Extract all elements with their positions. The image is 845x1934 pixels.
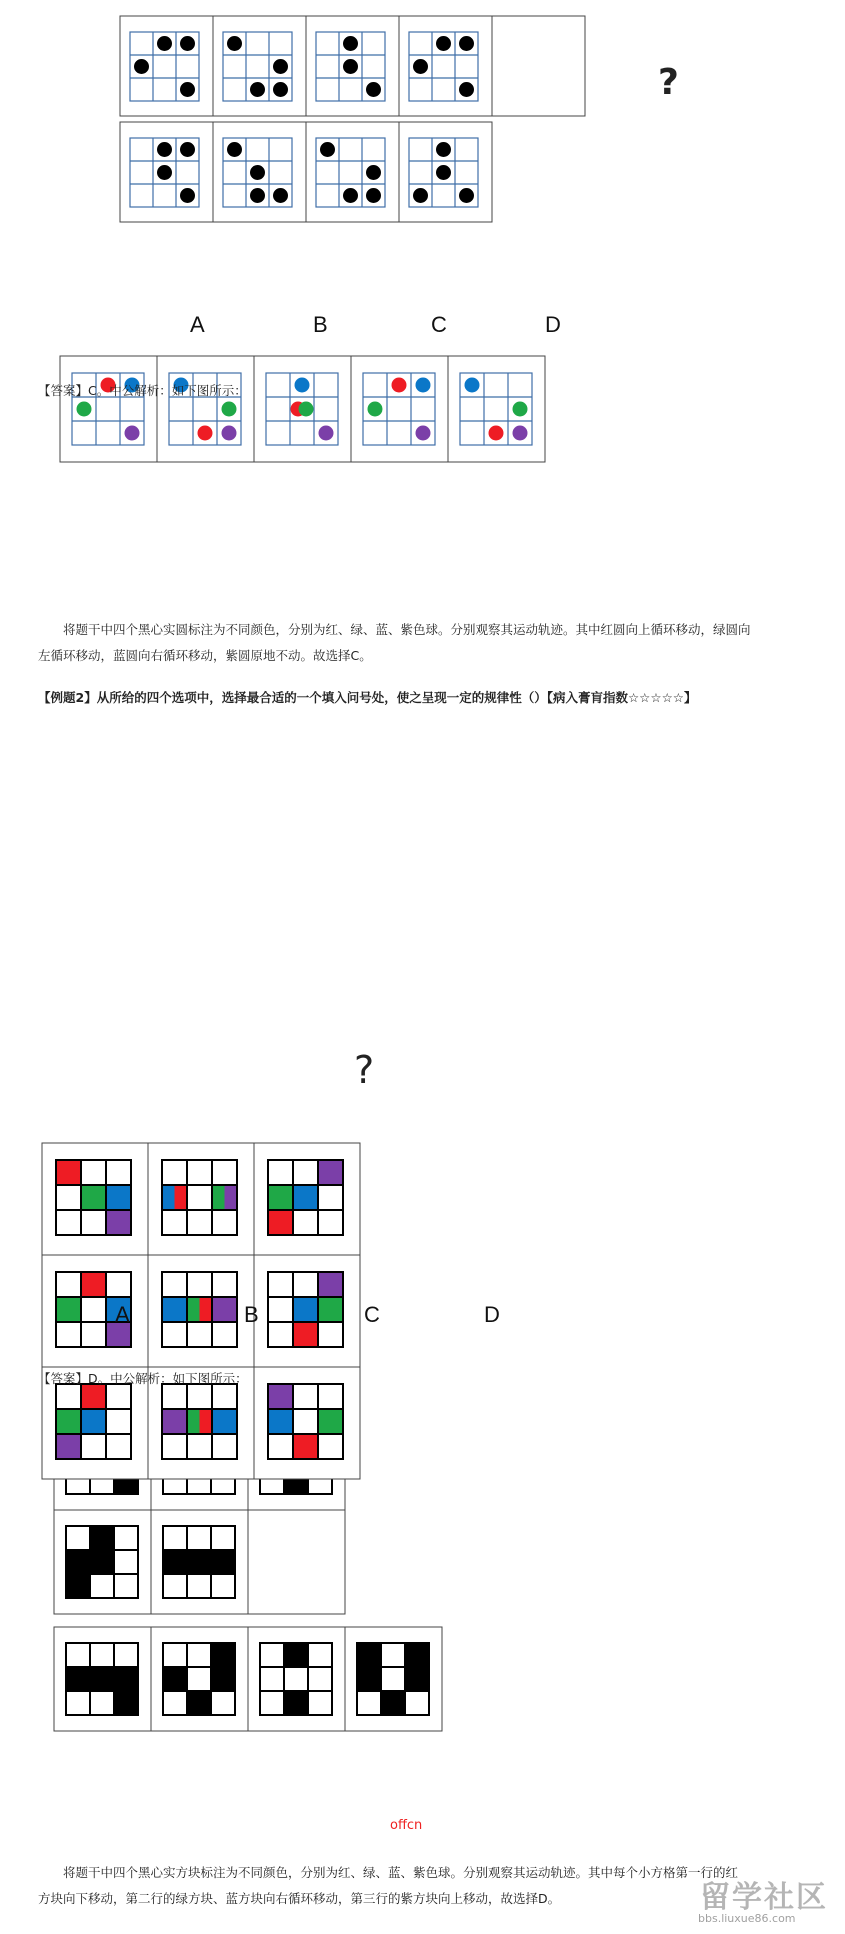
q2-option-panel-d-block: [405, 1667, 429, 1691]
q1-stem-row: [120, 16, 585, 116]
q2-colored-panel-8-purple-block: [162, 1409, 187, 1434]
q2-explanation-line-2: 方块向下移动，第二行的绿方块、蓝方块向右循环移动，第三行的紫方块向上移动，故选择D。: [38, 1891, 561, 1906]
q2-colored-panel-9-red-block: [293, 1434, 318, 1459]
q2-option-panel-a-block: [90, 1667, 114, 1691]
q2-stem-panel-8-block: [211, 1550, 235, 1574]
q2-option-panel-d-block: [381, 1691, 405, 1715]
q2-colored-panel-7-blue-block: [81, 1409, 106, 1434]
q2-colored-panel-7-green-block: [56, 1409, 81, 1434]
q2-stem-panel-question-frame: [248, 1510, 345, 1614]
q2-option-label-c: C: [364, 1302, 380, 1327]
q2-option-label-b: B: [244, 1302, 259, 1327]
q1-stem-panel-1-dot: [157, 36, 172, 51]
q1-option-panel-d-dot: [436, 165, 451, 180]
q1-option-panel-b-dot: [273, 188, 288, 203]
q2-option-row: [54, 1627, 442, 1731]
q2-colored-panel-1-blue-block: [106, 1185, 131, 1210]
q2-colored-panel-6-purple-block: [318, 1272, 343, 1297]
q2-stem-panel-8-block: [163, 1550, 187, 1574]
q2-option-panel-b-block: [163, 1667, 187, 1691]
q1-option-panel-c-dot: [320, 142, 335, 157]
q2-explanation-line-1: 将题干中四个黑心实方块标注为不同颜色，分别为红、绿、蓝、紫色球。分别观察其运动轨迹。其中每个小方格第一行的红: [63, 1865, 739, 1880]
q2-colored-panel-3-red-block: [268, 1210, 293, 1235]
q1-stem-panel-question-frame: [492, 16, 585, 116]
q2-option-panel-c-block: [284, 1691, 308, 1715]
q1-colored-panel-4-purple-dot: [416, 426, 431, 441]
q2-colored-panel-6-red-block: [293, 1322, 318, 1347]
q1-option-panel-c-dot: [366, 188, 381, 203]
q2-offcn-watermark: offcn: [390, 1818, 423, 1833]
q1-explanation-line-2: 左循环移动，蓝圆向右循环移动，紫圆原地不动。故选择C。: [38, 648, 372, 663]
q2-colored-panel-5-red-block: [200, 1297, 213, 1322]
q1-colored-panel-1-purple-dot: [125, 426, 140, 441]
q2-colored-panel-8-red-block: [200, 1409, 213, 1434]
q1-colored-panel-5-blue-dot: [465, 378, 480, 393]
q2-colored-panel-9-green-block: [318, 1409, 343, 1434]
q1-option-label-c: C: [431, 312, 447, 337]
q1-colored-panel-2-red-dot: [198, 426, 213, 441]
q1-option-panel-b-dot: [250, 188, 265, 203]
q1-option-panel-b-dot: [227, 142, 242, 157]
q1-stem-panel-1-dot: [180, 82, 195, 97]
q1-colored-panel-4-red-dot: [392, 378, 407, 393]
q2-colored-panel-6-green-block: [318, 1297, 343, 1322]
q2-figure-svg: [0, 700, 845, 1900]
q2-option-panel-d-block: [357, 1643, 381, 1667]
q1-colored-panel-4-frame: [351, 356, 448, 462]
q1-option-panel-a-dot: [180, 142, 195, 157]
q2-colored-panel-4-green-block: [56, 1297, 81, 1322]
q1-stem-panel-2-dot: [273, 82, 288, 97]
q2-colored-panel-5-blue-block: [162, 1297, 187, 1322]
q1-option-label-b: B: [313, 312, 328, 337]
q2-colored-panel-2-green-block: [212, 1185, 225, 1210]
q2-stem-panel-8-block: [187, 1550, 211, 1574]
q2-option-panel-d-block: [405, 1643, 429, 1667]
q2-colored-panel-9-blue-block: [268, 1409, 293, 1434]
site-watermark-title: 留学社区: [700, 1880, 828, 1915]
q1-colored-panel-3-blue-dot: [295, 378, 310, 393]
q2-title: 【例题2】从所给的四个选项中，选择最合适的一个填入问号处，使之呈现一定的规律性（）【病入膏肓指数☆☆☆☆☆】: [38, 690, 697, 705]
q1-option-panel-b-dot: [250, 165, 265, 180]
q2-option-label-a: A: [115, 1302, 130, 1327]
q1-stem-panel-2-dot: [273, 59, 288, 74]
site-watermark-url: bbs.liuxue86.com: [698, 1912, 796, 1925]
q2-colored-panel-1-red-block: [56, 1160, 81, 1185]
q1-stem-panel-3-dot: [343, 36, 358, 51]
q1-option-panel-a-dot: [180, 188, 195, 203]
q1-answer-line: 【答案】C。中公解析：如下图所示：: [38, 383, 247, 398]
q2-colored-panel-8-green-block: [187, 1409, 200, 1434]
q1-colored-panel-4-green-dot: [368, 402, 383, 417]
q2-colored-panel-3-purple-block: [318, 1160, 343, 1185]
q2-option-panel-a-block: [114, 1667, 138, 1691]
q1-stem-panel-3-dot: [366, 82, 381, 97]
q2-option-panel-b-block: [211, 1643, 235, 1667]
q1-colored-panel-5-red-dot: [489, 426, 504, 441]
q1-option-row: [120, 122, 492, 222]
q2-stem-panel-7-block: [66, 1550, 90, 1574]
q2-colored-panel-1-green-block: [81, 1185, 106, 1210]
q1-option-label-d: D: [545, 312, 561, 337]
q2-stem-panel-7-block: [66, 1574, 90, 1598]
q2-colored-panel-9-purple-block: [268, 1384, 293, 1409]
q2-colored-panel-6-blue-block: [293, 1297, 318, 1322]
q1-stem-panel-4-dot: [459, 36, 474, 51]
q2-option-panel-b-block: [187, 1691, 211, 1715]
q1-stem-panel-3-dot: [343, 59, 358, 74]
q2-option-panel-a-block: [66, 1667, 90, 1691]
q1-stem-panel-4-dot: [436, 36, 451, 51]
q1-colored-panel-3-green-dot: [299, 402, 314, 417]
q2-colored-matrix: [42, 1143, 360, 1479]
q2-option-panel-b-block: [211, 1667, 235, 1691]
q2-colored-panel-3-blue-block: [293, 1185, 318, 1210]
q2-colored-panel-7-purple-block: [56, 1434, 81, 1459]
q1-option-panel-d-dot: [436, 142, 451, 157]
q2-stem-panel-7-block: [90, 1526, 114, 1550]
q2-option-label-d: D: [484, 1302, 500, 1327]
q2-option-panel-d-block: [357, 1667, 381, 1691]
q1-colored-panel-3-purple-dot: [319, 426, 334, 441]
q2-answer-line: 【答案】D。中公解析：如下图所示：: [38, 1371, 248, 1386]
q2-colored-panel-2-blue-block: [162, 1185, 175, 1210]
q1-stem-panel-4-dot: [459, 82, 474, 97]
q1-colored-panel-5-purple-dot: [513, 426, 528, 441]
q1-option-panel-c-dot: [366, 165, 381, 180]
q2-question-mark: ?: [354, 1048, 375, 1092]
q1-explanation-line-1: 将题干中四个黑心实圆标注为不同颜色，分别为红、绿、蓝、紫色球。分别观察其运动轨迹。其中红圆向上循环移动，绿圆向: [63, 622, 751, 637]
q2-colored-panel-1-purple-block: [106, 1210, 131, 1235]
q1-stem-panel-1-dot: [134, 59, 149, 74]
q2-colored-panel-3-green-block: [268, 1185, 293, 1210]
q1-colored-row: [60, 356, 545, 462]
q2-colored-panel-4-red-block: [81, 1272, 106, 1297]
q1-colored-panel-2-frame: [157, 356, 254, 462]
q1-stem-panel-1-dot: [180, 36, 195, 51]
q1-option-panel-d-dot: [459, 188, 474, 203]
q1-stem-panel-2-dot: [250, 82, 265, 97]
q1-option-panel-a-dot: [157, 165, 172, 180]
q1-stem-panel-4-dot: [413, 59, 428, 74]
q2-stem-panel-7-block: [90, 1550, 114, 1574]
q2-option-panel-c-block: [284, 1643, 308, 1667]
q1-figure-svg: [0, 0, 845, 600]
q1-colored-panel-4-blue-dot: [416, 378, 431, 393]
q1-option-label-a: A: [190, 312, 205, 337]
q1-stem-panel-2-dot: [227, 36, 242, 51]
q1-colored-panel-5-frame: [448, 356, 545, 462]
q1-colored-panel-2-purple-dot: [222, 426, 237, 441]
q2-colored-panel-5-green-block: [187, 1297, 200, 1322]
q1-option-panel-c-dot: [343, 188, 358, 203]
q1-colored-panel-1-frame: [60, 356, 157, 462]
q2-colored-panel-5-purple-block: [212, 1297, 237, 1322]
q1-option-panel-a-dot: [157, 142, 172, 157]
q1-option-panel-d-dot: [413, 188, 428, 203]
q2-option-panel-a-block: [114, 1691, 138, 1715]
q1-question-mark: ?: [658, 62, 679, 103]
q2-colored-panel-2-purple-block: [225, 1185, 238, 1210]
q2-colored-panel-2-red-block: [175, 1185, 188, 1210]
q2-colored-panel-8-blue-block: [212, 1409, 237, 1434]
q1-colored-panel-5-green-dot: [513, 402, 528, 417]
